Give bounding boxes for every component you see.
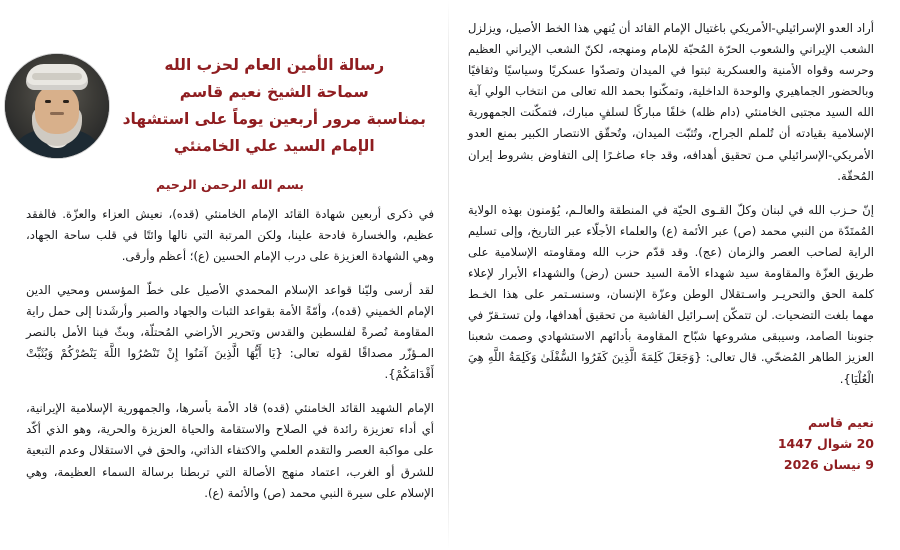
right-text-column <box>448 0 900 550</box>
portrait-photo <box>5 54 109 158</box>
title-line: سماحة الشيخ نعيم قاسم <box>179 83 369 102</box>
paragraph: إنّ حـزب الله في لبنان وكلّ القـوى الحيّة في المنطقة والعالـم، يُؤمنون بهذه الولاية المُمتَدّة من النبي محمد (ص) عبر الأئمة (ع) والعلماء الأجلّاء عبر التاريخ، وإلى تسليم الراية لصاحب العصر والزمان (عج). وقد قدّم حزب الله ومقاومته الإسلامية على طريق العزّة والمقاومة سيد شهداء الأمة السيد حسن (رض) والشهداء الأبرار لإعلاء كلمة الحق والتحريـر واسـتقلال الوطن وعزّة الإنسان، وسنسـتمر على هذا الخـط مهما بلغت التضحيات. لن تتمكّن إسـرائيل الفاشية من تحقيق أهدافها، ولن تستـقرّ في جنوبنا الصامد، وسيبقى مشروعها شبّاح المقاومة بأدائهم الاستشهادي وصمت شعبنا العزيز الطاهر المُضحّي. قال تعالى: {وَجَعَلَ كَلِمَةَ الَّذِينَ كَفَرُوا السُّفْلَىٰ وَكَلِمَةُ اللَّهِ هِيَ الْعُلْيَا}. <box>468 202 874 386</box>
paragraph: أراد العدو الإسرائيلي-الأمريكي باغتيال الإمام القائد أن يُنهي هذا الخط الأصيل، ويزلزل الشعب الإيراني والشعوب الحرّة المُحبّة للإمام ومنهجه، لكنّ الشعب الإيراني العظيم وحرسه وقواه الأمنية والعسكرية ثبتوا في الميدان وتصدّوا عسكريًا وسياسيًا وثقافيًا وبالحضور الجماهيري والوحدة الداخلية، وتمكّنوا بحمد الله تعالى من انتخاب الولي آية الله السيد مجتبى الخامنئي (دام ظله) خلفًا مباركًا لسلفٍ مبارك، فتمكّنت الجمهورية الإسلامية بقيادته أن تُلملم الجراح، وتُثبّت الميدان، وتُحقّق الانتصار الكبير بمنع العدو الأمريكي-الإسرائيلي مـن تحقيق أهدافه، وقد جاء صاغـرًا إلى التفاوض بشروط إيران المُحقّة. <box>468 21 874 183</box>
basmala: بسم الله الرحمن الرحيم <box>156 176 304 192</box>
letter-title <box>123 52 426 161</box>
signature-name: نعيم قاسم <box>808 414 874 430</box>
signature-hijri-date: 20 شوال 1447 <box>777 435 874 451</box>
title-line: رسالة الأمين العام لحزب الله <box>164 56 385 74</box>
paragraph: الإمام الشهيد القائد الخامنئي (قده) قاد الأمة بأسرها، والجمهورية الإسلامية الإيرانية، أي أداء تعزيزة رائدة في الصلاح والاستقامة والحياة العزيزة والحرية، وهو الذي أكّد على مواكبة العصر والتقدم العلمي والاكتفاء الذاتي، والحق في الاستقلال وعدم التبعية للشرق أو الغرب، اعتماد منهج الأصالة التي تربطنا برسالة السماء العظيمة، وهي الإسلام على سيرة النبي محمد (ص) والأئمة (ع). <box>26 401 434 500</box>
signature-block <box>468 412 874 476</box>
paragraph: لقد أرسى وليّنا قواعد الإسلام المحمدي الأصيل على خطّ المؤسس ومحيي الدين الإمام الخميني (قده)، وأمّةً الأمة بقواعد الثبات والجهاد والصبر وأرشَدنا إلى حمل راية المقاومة نُصرةً لفلسطين والقدس وتحرير الأراضي المُحتلّة، وبثّ فينا الأمل بالنصر المـؤزّر مصداقًا لقوله تعالى: {يَا أَيُّهَا الَّذِينَ آمَنُوا إِنْ تَنْصُرُوا اللَّهَ يَنْصُرْكُمْ وَيُثَبِّتْ أَقْدَامَكُمْ}. <box>26 282 434 382</box>
letter-header <box>34 52 426 161</box>
paragraph: في ذكرى أربعين شهادة القائد الإمام الخامنئي (قده)، نعيش العزاء والعزّة. فالفقد عظيم، والخسارة فادحة علينا، ولكن المرتبة التي نالها وائتًا في قلب ساحة الجهاد، وهي الشهادة العزيزة على درب الإمام الحسين (ع)؛ أعظم وأرقى. <box>26 206 434 263</box>
portrait-face <box>35 84 79 134</box>
portrait-eye-left <box>45 100 51 103</box>
portrait-mouth <box>50 112 64 115</box>
portrait-eye-right <box>63 100 69 103</box>
title-line: بمناسبة مرور أربعين يوماً على استشهاد <box>122 110 426 129</box>
title-line: الإمام السيد علي الخامنئي <box>173 137 375 156</box>
portrait-turban <box>26 64 88 90</box>
signature-gregorian-date: 9 نيسان 2026 <box>783 457 874 473</box>
